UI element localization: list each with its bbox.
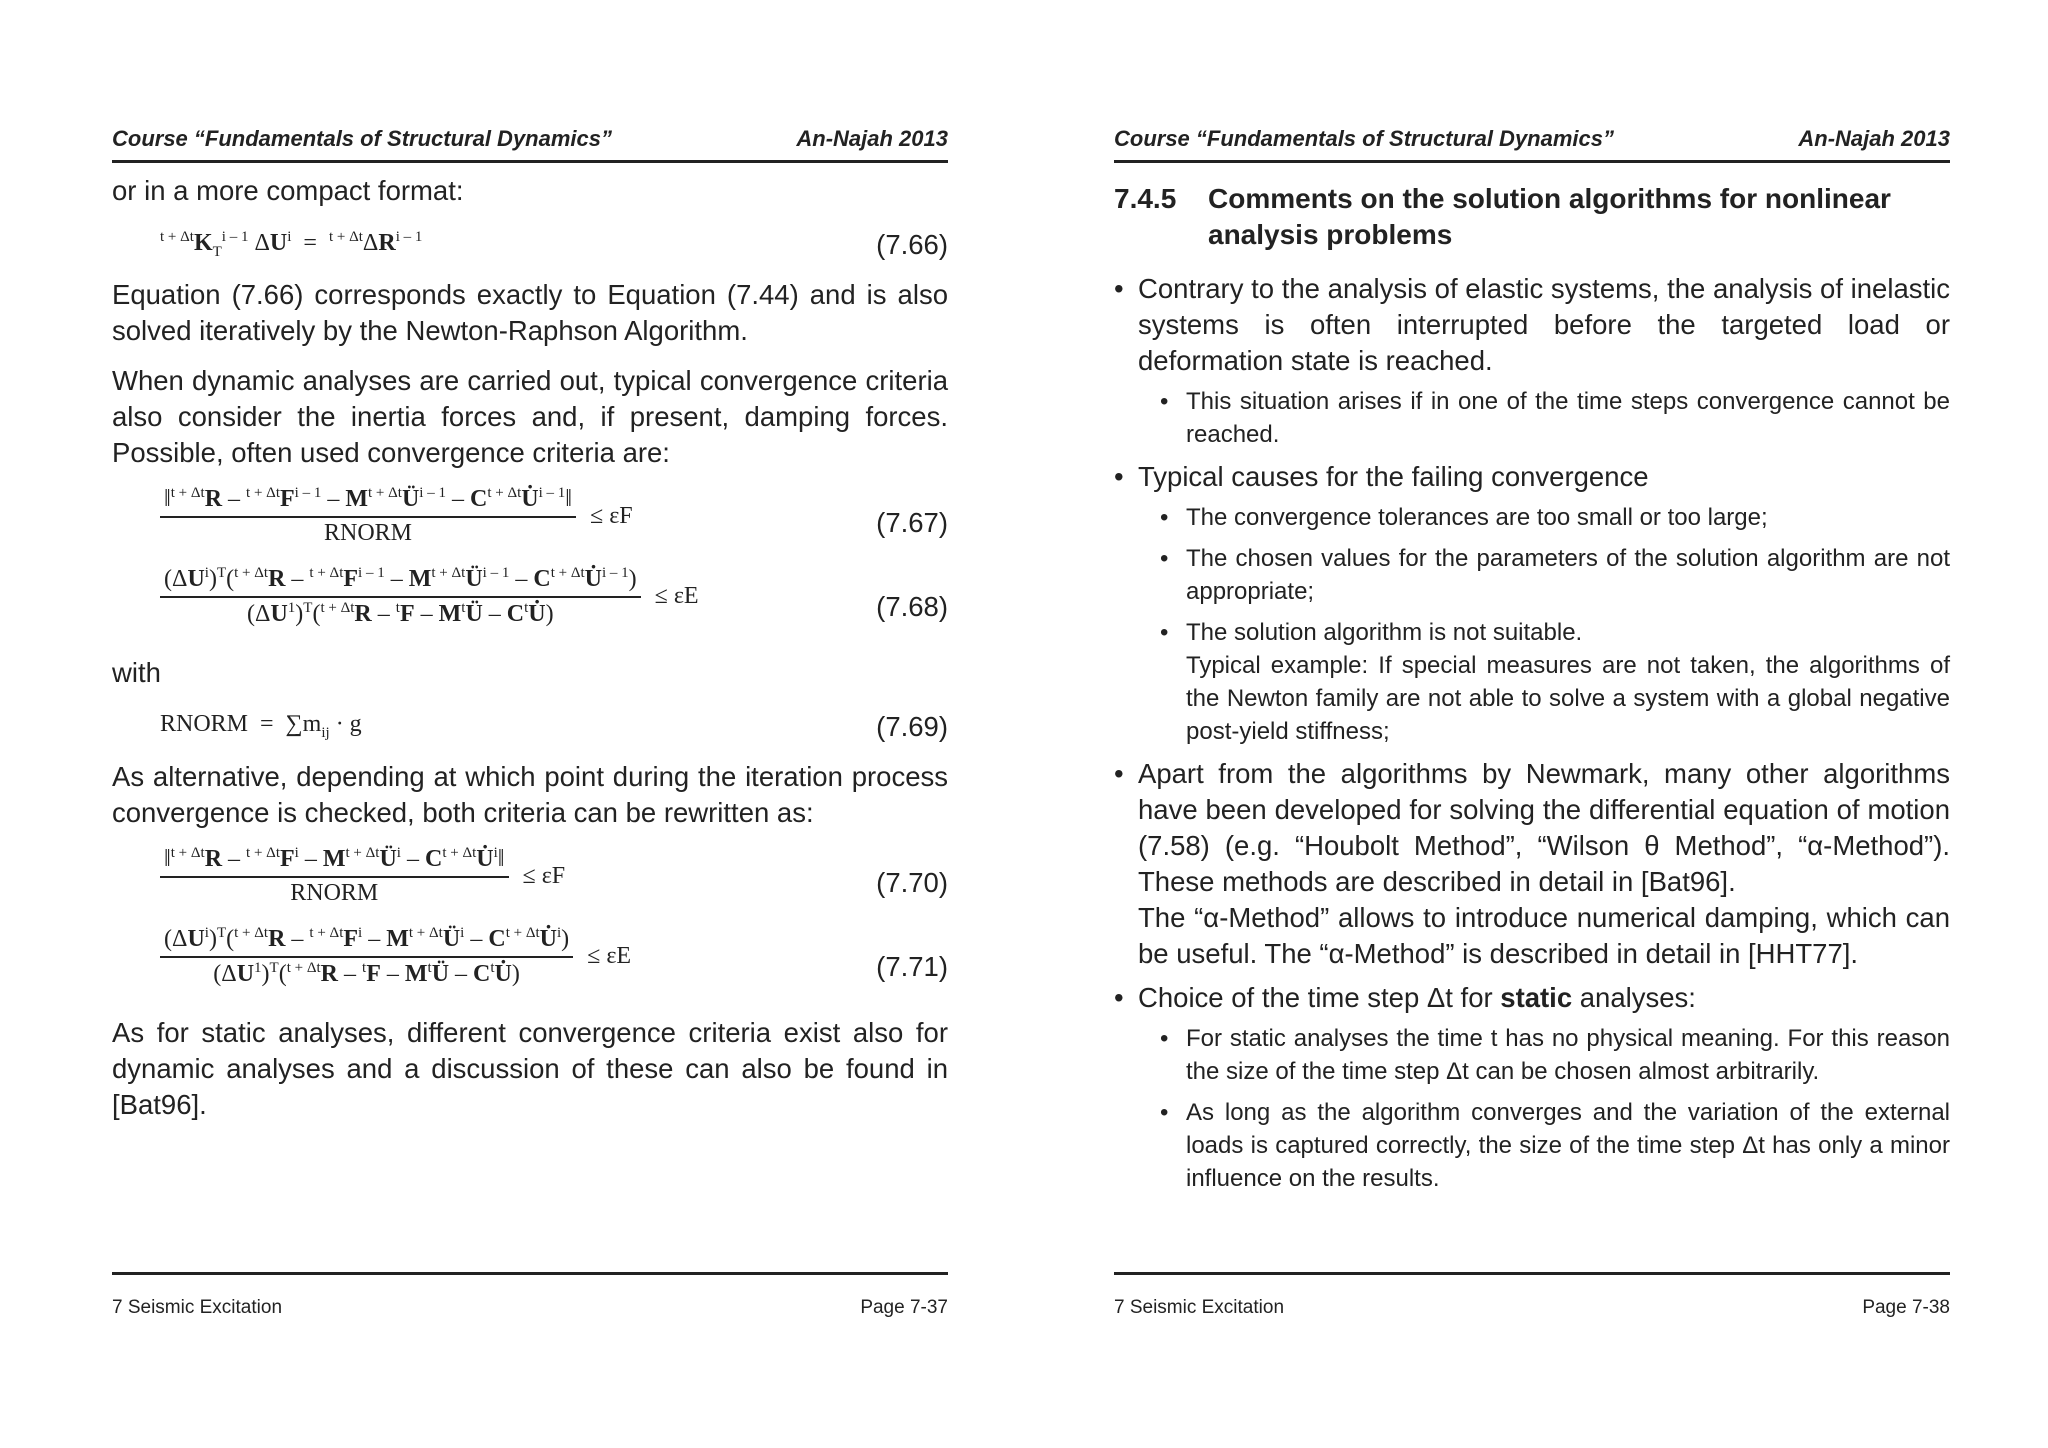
section-heading	[1114, 181, 1950, 253]
section-number: 7.4.5	[1114, 183, 1177, 214]
equation-7-68	[112, 565, 948, 655]
list-subitem	[1138, 616, 1950, 748]
paragraph-static-vs-dynamic: As for static analyses, different convergence criteria exist also for dynamic analyses and a discussion of these can also be found in [Bat96].	[112, 1017, 948, 1120]
course-title: Course “Fundamentals of Structural Dynamics”	[112, 126, 612, 151]
list-item	[1114, 459, 1950, 748]
list-subitem-line: Typical example: If special measures are not taken, the algorithms of the Newton family are not able to solve a system with a global negative post-yield stiffness;	[1186, 652, 1950, 745]
equation-number: (7.66)	[876, 229, 948, 260]
list-item-text: Typical causes for the failing convergence	[1138, 461, 1649, 492]
right-page	[1114, 120, 1950, 1318]
left-page-header	[112, 120, 948, 163]
list-item-text: Contrary to the analysis of elastic systems, the analysis of inelastic systems is often interrupted before the targeted load or deformation state is reached.	[1138, 273, 1950, 376]
paragraph-alternative: As alternative, depending at which point during the iteration process convergence is checked, both criteria can be rewritten as:	[112, 761, 948, 828]
paragraph-intro: or in a more compact format:	[112, 175, 464, 206]
page-number: Page 7-38	[1862, 1297, 1950, 1318]
fraction: $\frac{‖^{t + \Delta t}R - ^{t + \Delta t}F^i - M^{t + \Delta t}Ü^i - C^{t + \Delta t}U̇^i‖}{\text{RNORM}}$	[160, 845, 509, 907]
equation-number: (7.71)	[876, 951, 948, 982]
list-subitem: • This situation arises if in one of the time steps convergence cannot be reached.	[1138, 385, 1950, 451]
list-item	[1114, 756, 1950, 972]
list-item-text: analyses:	[1572, 982, 1696, 1013]
bullet-list	[1114, 271, 1950, 1195]
equation-number: (7.70)	[876, 867, 948, 898]
fraction: $\frac{(\Delta U^i)^T(^{t + \Delta t}R - ^{t + \Delta t}F^i - M^{t + \Delta t}Ü^i - C^{t + \Delta t}U̇^i)}{(\Delta U^1)^T(^{t + \Delta t}R - ^tF - M^tÜ - C^tU̇)}$	[160, 925, 573, 988]
equation-number: (7.68)	[876, 591, 948, 622]
tolerance: ≤ εE	[654, 583, 699, 609]
list-item-text: Choice of the time step Δt for	[1138, 982, 1501, 1013]
list-subitem: • As long as the algorithm converges and the variation of the external loads is captured correctly, the size of the time step Δt has only a minor influence on the results.	[1138, 1096, 1950, 1195]
list-subitem-line: • The solution algorithm is not suitable.	[1186, 619, 1583, 646]
fraction-denominator: RNORM	[324, 520, 413, 546]
institution-year: An-Najah 2013	[1798, 126, 1950, 151]
section-title: Comments on the solution algorithms for nonlinear analysis problems	[1208, 183, 1891, 250]
equation-7-67	[112, 485, 948, 565]
equation-7-69: RNORM = $\sum m_{ij} \cdot g$ (7.69)	[160, 711, 948, 742]
equation-7-71	[112, 925, 948, 1015]
right-page-footer	[1114, 1272, 1950, 1318]
tolerance: ≤ εF	[590, 502, 633, 529]
chapter-label: 7 Seismic Excitation	[1114, 1297, 1285, 1318]
left-page	[112, 120, 948, 1318]
course-title: Course “Fundamentals of Structural Dynamics”	[1114, 126, 1614, 151]
tolerance: ≤ εE	[587, 943, 632, 969]
paragraph-with: with	[112, 657, 161, 688]
left-page-footer	[112, 1272, 948, 1318]
equation-number: (7.69)	[876, 711, 948, 742]
list-item	[1114, 980, 1950, 1195]
paragraph-newton-raphson: Equation (7.66) corresponds exactly to Equation (7.44) and is also solved iteratively by the Newton-Raphson Algorithm.	[112, 279, 948, 346]
fraction: $(\Delta U^i)^T(^{t + \Delta t}R - ^{t + \Delta t}F^{i - 1}$ – $M^{t + \Delta t}Ü^{i - 1}$ – $C^{t + \Delta t}U̇^{i - 1}$) $(\Delta U^1)^T(^{t + \Delta t}R - ^tF$ – $M^tÜ$ – $C^tU̇$)	[160, 565, 641, 628]
paragraph-convergence-criteria: When dynamic analyses are carried out, typical convergence criteria also consider the inertia forces and, if present, damping forces. Possible, often used convergence criteria are:	[112, 365, 948, 468]
list-subitem: • The chosen values for the parameters of the solution algorithm are not appropriate;	[1138, 542, 1950, 608]
list-item-text: • Apart from the algorithms by Newmark, many other algorithms have been developed for solving the differential equation of motion (7.58) (e.g. “Houbolt Method”, “Wilson θ Method”, “α-Method”). These methods are described in detail in [Bat96].	[1138, 758, 1950, 897]
list-item	[1114, 271, 1950, 451]
institution-year: An-Najah 2013	[796, 126, 948, 151]
list-item-bold: static	[1500, 982, 1573, 1013]
left-page-body	[112, 163, 948, 1123]
tolerance: ≤ εF	[522, 862, 566, 889]
right-page-body	[1114, 163, 1950, 1195]
right-page-header	[1114, 120, 1950, 163]
equation-7-66	[112, 223, 948, 277]
list-subitem: • The convergence tolerances are too small or too large;	[1138, 501, 1950, 534]
equation-7-70	[112, 845, 948, 925]
list-item-text: The “α-Method” allows to introduce numerical damping, which can be useful. The “α-Method” is described in detail in [HHT77].	[1138, 902, 1950, 969]
equation-number: (7.67)	[876, 507, 948, 538]
fraction: $\frac{‖^{t + \Delta t}R - ^{t + \Delta t}F^{i - 1} - M^{t + \Delta t}Ü^{i - 1} - C^{t + \Delta t}U̇^{i - 1}‖}{\text{RNORM}}$	[160, 485, 576, 547]
page-number: Page 7-37	[860, 1297, 948, 1318]
equation-7-66-body: $^{t + \Delta t}K_T^{i - 1}$ $\Delta U^i = ^{t + \Delta t}\Delta R^{i - 1}$	[160, 229, 423, 260]
chapter-label: 7 Seismic Excitation	[112, 1297, 283, 1318]
list-subitem: • For static analyses the time t has no physical meaning. For this reason the size of the time step Δt can be chosen almost arbitrarily.	[1138, 1022, 1950, 1088]
fraction-denominator: RNORM	[290, 880, 379, 906]
